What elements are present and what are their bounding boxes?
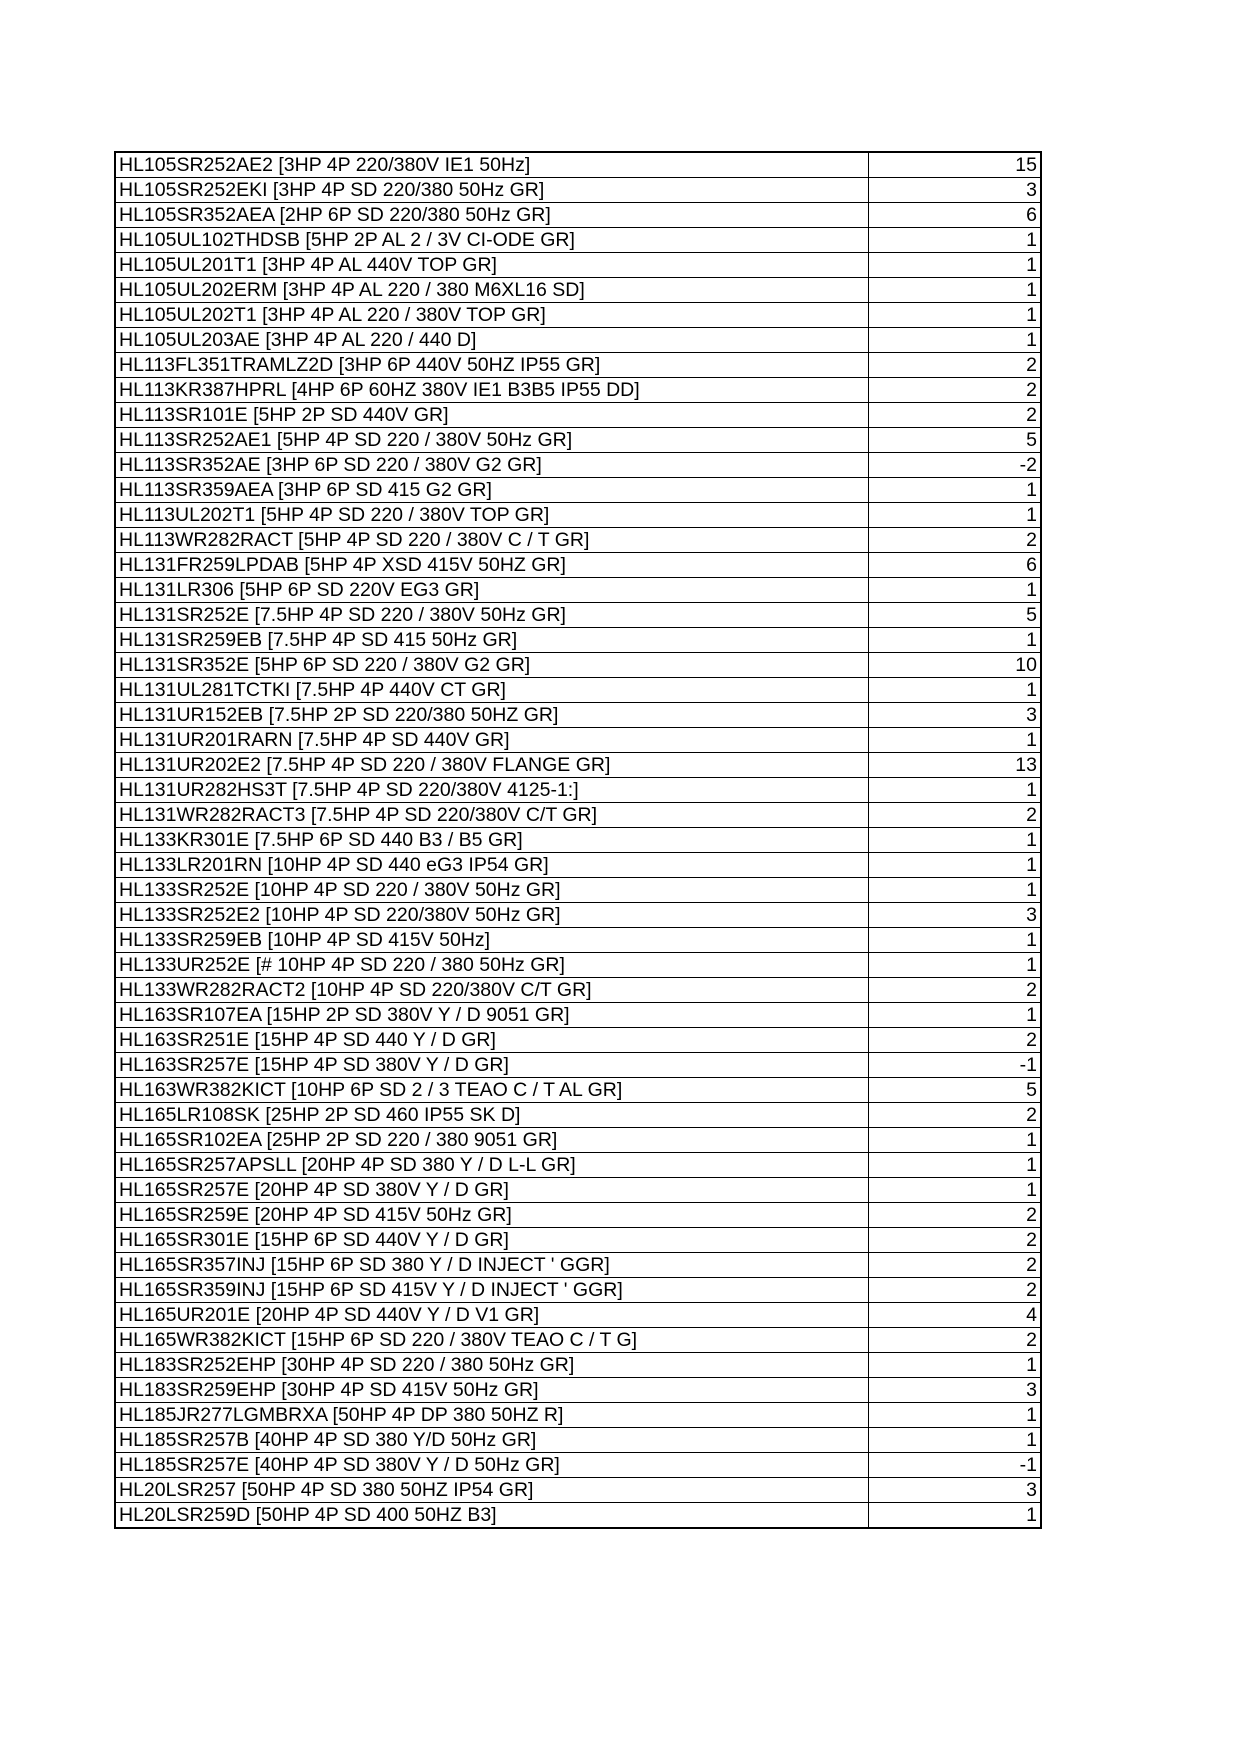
item-description-cell: HL163WR382KICT [10HP 6P SD 2 / 3 TEAO C / T AL GR] bbox=[115, 1078, 868, 1103]
item-description-cell: HL185SR257E [40HP 4P SD 380V Y / D 50Hz GR] bbox=[115, 1453, 868, 1478]
quantity-cell: 5 bbox=[868, 428, 1041, 453]
quantity-cell: 2 bbox=[868, 1278, 1041, 1303]
quantity-cell: 1 bbox=[868, 728, 1041, 753]
table-row bbox=[115, 678, 1041, 703]
item-description-cell: HL131LR306 [5HP 6P SD 220V EG3 GR] bbox=[115, 578, 868, 603]
quantity-cell: 1 bbox=[868, 678, 1041, 703]
table-row bbox=[115, 478, 1041, 503]
quantity-cell: 1 bbox=[868, 828, 1041, 853]
quantity-cell: 2 bbox=[868, 1328, 1041, 1353]
quantity-cell: 5 bbox=[868, 603, 1041, 628]
quantity-cell: 1 bbox=[868, 478, 1041, 503]
item-description-cell: HL105SR252AE2 [3HP 4P 220/380V IE1 50Hz] bbox=[115, 152, 868, 178]
table-row bbox=[115, 328, 1041, 353]
item-description-cell: HL20LSR257 [50HP 4P SD 380 50HZ IP54 GR] bbox=[115, 1478, 868, 1503]
quantity-cell: 13 bbox=[868, 753, 1041, 778]
item-description-cell: HL165SR301E [15HP 6P SD 440V Y / D GR] bbox=[115, 1228, 868, 1253]
table-row bbox=[115, 1428, 1041, 1453]
table-row bbox=[115, 553, 1041, 578]
table-row bbox=[115, 628, 1041, 653]
quantity-cell: 5 bbox=[868, 1078, 1041, 1103]
item-description-cell: HL133SR259EB [10HP 4P SD 415V 50Hz] bbox=[115, 928, 868, 953]
item-description-cell: HL165LR108SK [25HP 2P SD 460 IP55 SK D] bbox=[115, 1103, 868, 1128]
item-description-cell: HL131UR202E2 [7.5HP 4P SD 220 / 380V FLANGE GR] bbox=[115, 753, 868, 778]
quantity-cell: 1 bbox=[868, 1128, 1041, 1153]
table-row bbox=[115, 953, 1041, 978]
table-row bbox=[115, 603, 1041, 628]
quantity-cell: 1 bbox=[868, 953, 1041, 978]
item-description-cell: HL113SR252AE1 [5HP 4P SD 220 / 380V 50Hz GR] bbox=[115, 428, 868, 453]
quantity-cell: 1 bbox=[868, 578, 1041, 603]
table-row bbox=[115, 1253, 1041, 1278]
item-description-cell: HL165SR257E [20HP 4P SD 380V Y / D GR] bbox=[115, 1178, 868, 1203]
quantity-cell: 6 bbox=[868, 553, 1041, 578]
table-row bbox=[115, 1178, 1041, 1203]
item-description-cell: HL131SR259EB [7.5HP 4P SD 415 50Hz GR] bbox=[115, 628, 868, 653]
quantity-cell: 1 bbox=[868, 928, 1041, 953]
item-description-cell: HL183SR252EHP [30HP 4P SD 220 / 380 50Hz GR] bbox=[115, 1353, 868, 1378]
item-description-cell: HL105UL202T1 [3HP 4P AL 220 / 380V TOP GR] bbox=[115, 303, 868, 328]
item-description-cell: HL165WR382KICT [15HP 6P SD 220 / 380V TEAO C / T G] bbox=[115, 1328, 868, 1353]
table-row bbox=[115, 353, 1041, 378]
quantity-cell: 1 bbox=[868, 253, 1041, 278]
table-row bbox=[115, 152, 1041, 178]
table-row bbox=[115, 1128, 1041, 1153]
item-description-cell: HL165SR357INJ [15HP 6P SD 380 Y / D INJECT ' GGR] bbox=[115, 1253, 868, 1278]
quantity-cell: 6 bbox=[868, 203, 1041, 228]
quantity-cell: -1 bbox=[868, 1453, 1041, 1478]
item-description-cell: HL133WR282RACT2 [10HP 4P SD 220/380V C/T GR] bbox=[115, 978, 868, 1003]
item-description-cell: HL133LR201RN [10HP 4P SD 440 eG3 IP54 GR] bbox=[115, 853, 868, 878]
table-row bbox=[115, 1478, 1041, 1503]
item-description-cell: HL163SR257E [15HP 4P SD 380V Y / D GR] bbox=[115, 1053, 868, 1078]
table-row bbox=[115, 928, 1041, 953]
quantity-cell: 3 bbox=[868, 178, 1041, 203]
quantity-cell: 2 bbox=[868, 353, 1041, 378]
table-row bbox=[115, 503, 1041, 528]
item-description-cell: HL105UL102THDSB [5HP 2P AL 2 / 3V CI-ODE GR] bbox=[115, 228, 868, 253]
quantity-cell: -2 bbox=[868, 453, 1041, 478]
item-description-cell: HL131FR259LPDAB [5HP 4P XSD 415V 50HZ GR] bbox=[115, 553, 868, 578]
table-row bbox=[115, 378, 1041, 403]
table-row bbox=[115, 978, 1041, 1003]
item-description-cell: HL185SR257B [40HP 4P SD 380 Y/D 50Hz GR] bbox=[115, 1428, 868, 1453]
table-row bbox=[115, 253, 1041, 278]
quantity-cell: 1 bbox=[868, 1503, 1041, 1529]
quantity-cell: 1 bbox=[868, 303, 1041, 328]
quantity-cell: -1 bbox=[868, 1053, 1041, 1078]
item-description-cell: HL133KR301E [7.5HP 6P SD 440 B3 / B5 GR] bbox=[115, 828, 868, 853]
item-description-cell: HL133UR252E [# 10HP 4P SD 220 / 380 50Hz GR] bbox=[115, 953, 868, 978]
quantity-cell: 1 bbox=[868, 1153, 1041, 1178]
table-row bbox=[115, 853, 1041, 878]
quantity-cell: 1 bbox=[868, 328, 1041, 353]
table-row bbox=[115, 1003, 1041, 1028]
item-description-cell: HL185JR277LGMBRXA [50HP 4P DP 380 50HZ R] bbox=[115, 1403, 868, 1428]
table-row bbox=[115, 1103, 1041, 1128]
table-row bbox=[115, 1278, 1041, 1303]
quantity-cell: 1 bbox=[868, 778, 1041, 803]
item-description-cell: HL105SR352AEA [2HP 6P SD 220/380 50Hz GR] bbox=[115, 203, 868, 228]
table-row bbox=[115, 303, 1041, 328]
quantity-cell: 1 bbox=[868, 1403, 1041, 1428]
quantity-cell: 2 bbox=[868, 803, 1041, 828]
item-description-cell: HL165SR102EA [25HP 2P SD 220 / 380 9051 GR] bbox=[115, 1128, 868, 1153]
item-description-cell: HL165UR201E [20HP 4P SD 440V Y / D V1 GR] bbox=[115, 1303, 868, 1328]
quantity-cell: 1 bbox=[868, 278, 1041, 303]
quantity-cell: 2 bbox=[868, 1028, 1041, 1053]
quantity-cell: 2 bbox=[868, 1103, 1041, 1128]
item-description-cell: HL113SR101E [5HP 2P SD 440V GR] bbox=[115, 403, 868, 428]
table-row bbox=[115, 753, 1041, 778]
table-row bbox=[115, 203, 1041, 228]
item-description-cell: HL131SR352E [5HP 6P SD 220 / 380V G2 GR] bbox=[115, 653, 868, 678]
item-description-cell: HL163SR107EA [15HP 2P SD 380V Y / D 9051 GR] bbox=[115, 1003, 868, 1028]
quantity-cell: 3 bbox=[868, 1378, 1041, 1403]
table-row bbox=[115, 1203, 1041, 1228]
quantity-cell: 1 bbox=[868, 1003, 1041, 1028]
table-row bbox=[115, 1353, 1041, 1378]
quantity-cell: 2 bbox=[868, 378, 1041, 403]
table-row bbox=[115, 728, 1041, 753]
quantity-cell: 1 bbox=[868, 878, 1041, 903]
table-row bbox=[115, 578, 1041, 603]
quantity-cell: 3 bbox=[868, 903, 1041, 928]
table-row bbox=[115, 1303, 1041, 1328]
table-row bbox=[115, 828, 1041, 853]
quantity-cell: 1 bbox=[868, 503, 1041, 528]
quantity-cell: 2 bbox=[868, 1228, 1041, 1253]
table-row bbox=[115, 803, 1041, 828]
item-description-cell: HL113SR359AEA [3HP 6P SD 415 G2 GR] bbox=[115, 478, 868, 503]
item-description-cell: HL113FL351TRAMLZ2D [3HP 6P 440V 50HZ IP55 GR] bbox=[115, 353, 868, 378]
item-description-cell: HL131SR252E [7.5HP 4P SD 220 / 380V 50Hz GR] bbox=[115, 603, 868, 628]
item-description-cell: HL105UL201T1 [3HP 4P AL 440V TOP GR] bbox=[115, 253, 868, 278]
quantity-cell: 2 bbox=[868, 978, 1041, 1003]
quantity-cell: 1 bbox=[868, 228, 1041, 253]
table-row bbox=[115, 453, 1041, 478]
item-description-cell: HL133SR252E [10HP 4P SD 220 / 380V 50Hz GR] bbox=[115, 878, 868, 903]
item-description-cell: HL113UL202T1 [5HP 4P SD 220 / 380V TOP GR] bbox=[115, 503, 868, 528]
quantity-cell: 3 bbox=[868, 1478, 1041, 1503]
table-row bbox=[115, 1403, 1041, 1428]
quantity-cell: 1 bbox=[868, 628, 1041, 653]
quantity-cell: 1 bbox=[868, 1353, 1041, 1378]
table-row bbox=[115, 1153, 1041, 1178]
item-description-cell: HL131UR201RARN [7.5HP 4P SD 440V GR] bbox=[115, 728, 868, 753]
item-description-cell: HL113WR282RACT [5HP 4P SD 220 / 380V C / T GR] bbox=[115, 528, 868, 553]
item-description-cell: HL163SR251E [15HP 4P SD 440 Y / D GR] bbox=[115, 1028, 868, 1053]
item-description-cell: HL113SR352AE [3HP 6P SD 220 / 380V G2 GR] bbox=[115, 453, 868, 478]
item-description-cell: HL131UL281TCTKI [7.5HP 4P 440V CT GR] bbox=[115, 678, 868, 703]
quantity-cell: 1 bbox=[868, 1428, 1041, 1453]
table-row bbox=[115, 528, 1041, 553]
inventory-table bbox=[114, 151, 1042, 1529]
item-description-cell: HL165SR359INJ [15HP 6P SD 415V Y / D INJECT ' GGR] bbox=[115, 1278, 868, 1303]
table-row bbox=[115, 903, 1041, 928]
item-description-cell: HL105UL203AE [3HP 4P AL 220 / 440 D] bbox=[115, 328, 868, 353]
table-row bbox=[115, 1053, 1041, 1078]
table-row bbox=[115, 1028, 1041, 1053]
quantity-cell: 2 bbox=[868, 1203, 1041, 1228]
item-description-cell: HL105UL202ERM [3HP 4P AL 220 / 380 M6XL16 SD] bbox=[115, 278, 868, 303]
item-description-cell: HL133SR252E2 [10HP 4P SD 220/380V 50Hz GR] bbox=[115, 903, 868, 928]
table-row bbox=[115, 778, 1041, 803]
inventory-table-body bbox=[115, 152, 1041, 1528]
item-description-cell: HL105SR252EKI [3HP 4P SD 220/380 50Hz GR] bbox=[115, 178, 868, 203]
item-description-cell: HL183SR259EHP [30HP 4P SD 415V 50Hz GR] bbox=[115, 1378, 868, 1403]
quantity-cell: 1 bbox=[868, 853, 1041, 878]
table-row bbox=[115, 703, 1041, 728]
table-row bbox=[115, 1328, 1041, 1353]
table-row bbox=[115, 1228, 1041, 1253]
quantity-cell: 4 bbox=[868, 1303, 1041, 1328]
table-row bbox=[115, 1453, 1041, 1478]
quantity-cell: 2 bbox=[868, 403, 1041, 428]
item-description-cell: HL165SR259E [20HP 4P SD 415V 50Hz GR] bbox=[115, 1203, 868, 1228]
table-row bbox=[115, 878, 1041, 903]
item-description-cell: HL131UR152EB [7.5HP 2P SD 220/380 50HZ GR] bbox=[115, 703, 868, 728]
table-row bbox=[115, 178, 1041, 203]
table-row bbox=[115, 403, 1041, 428]
table-row bbox=[115, 1503, 1041, 1529]
quantity-cell: 3 bbox=[868, 703, 1041, 728]
table-row bbox=[115, 1378, 1041, 1403]
item-description-cell: HL131WR282RACT3 [7.5HP 4P SD 220/380V C/T GR] bbox=[115, 803, 868, 828]
item-description-cell: HL113KR387HPRL [4HP 6P 60HZ 380V IE1 B3B5 IP55 DD] bbox=[115, 378, 868, 403]
table-row bbox=[115, 653, 1041, 678]
quantity-cell: 2 bbox=[868, 528, 1041, 553]
quantity-cell: 2 bbox=[868, 1253, 1041, 1278]
table-row bbox=[115, 228, 1041, 253]
table-row bbox=[115, 1078, 1041, 1103]
table-row bbox=[115, 428, 1041, 453]
quantity-cell: 1 bbox=[868, 1178, 1041, 1203]
quantity-cell: 10 bbox=[868, 653, 1041, 678]
table-row bbox=[115, 278, 1041, 303]
item-description-cell: HL131UR282HS3T [7.5HP 4P SD 220/380V 4125-1:] bbox=[115, 778, 868, 803]
quantity-cell: 15 bbox=[868, 152, 1041, 178]
item-description-cell: HL20LSR259D [50HP 4P SD 400 50HZ B3] bbox=[115, 1503, 868, 1529]
item-description-cell: HL165SR257APSLL [20HP 4P SD 380 Y / D L-L GR] bbox=[115, 1153, 868, 1178]
